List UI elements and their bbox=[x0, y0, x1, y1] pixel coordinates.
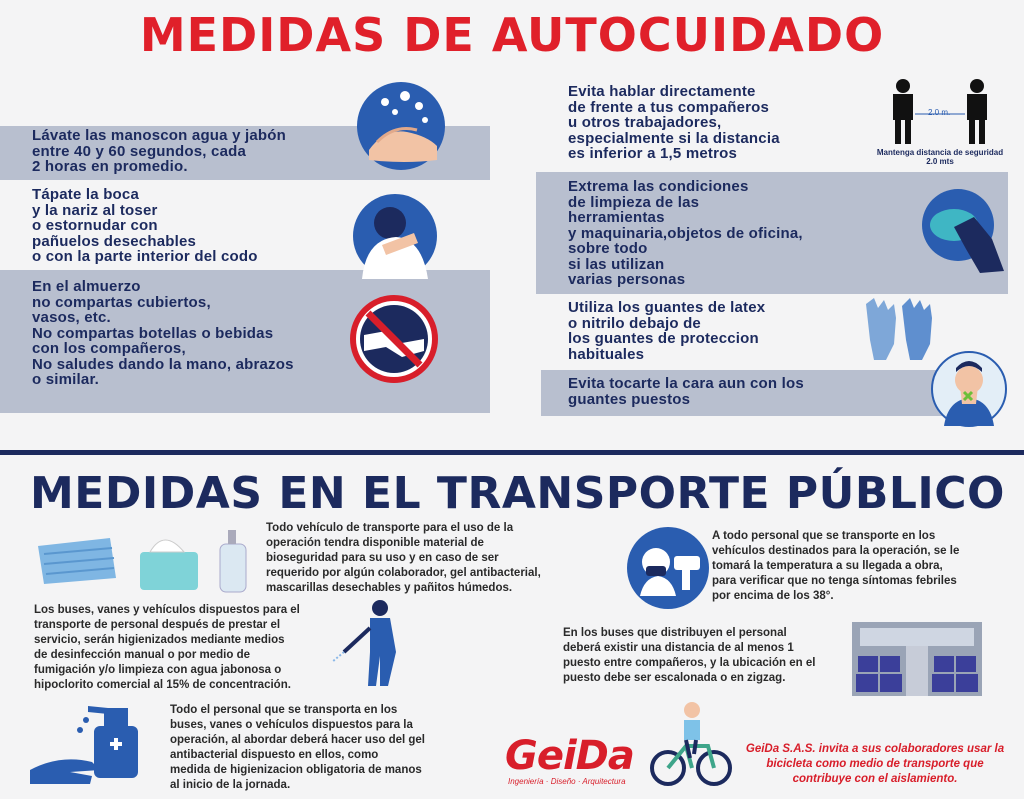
tip-cleaning: Extrema las condiciones de limpieza de las herramientas y maquinaria,objetos de oficina, sobre todo si las utilizan varias personas bbox=[568, 178, 803, 288]
geida-logo: GeiDa bbox=[505, 733, 634, 779]
temperature-check-icon bbox=[626, 526, 710, 610]
tip-face: Evita tocarte la cara aun con los guantes puestos bbox=[568, 375, 804, 408]
fumigation-worker-icon bbox=[330, 598, 416, 690]
distance-caption: Mantenga distancia de seguridad 2.0 mts bbox=[876, 148, 1004, 166]
distance-label: 2.0 m. bbox=[928, 108, 951, 117]
handwash-icon bbox=[355, 80, 447, 172]
transport-temperature-text: A todo personal que se transporte en los vehículos destinados para la operación, se le tomará la temperatura a su llegada a obra, para verificar que no tenga síntomas febriles por encima de los 38°. bbox=[712, 530, 960, 602]
bio-supplies-icon bbox=[34, 524, 256, 594]
geida-tagline: Ingeniería · Diseño · Arquitectura bbox=[508, 777, 626, 786]
tip-lunch: En el almuerzo no compartas cubiertos, vasos, etc. No compartas botellas o bebidas con los compañeros, No saludes dando la mano, abrazos o similar. bbox=[32, 278, 294, 388]
transport-distance-text: En los buses que distribuyen el personal deberá existir una distancia de al menos 1 puesto entre compañeros, y la ubicación en el puesto debe ser escalonada o en zigzag. bbox=[563, 627, 816, 684]
tip-distance: Evita hablar directamente de frente a tus compañeros u otros trabajadores, especialmente si la distancia es inferior a 1,5 metros bbox=[568, 83, 780, 162]
transport-supplies-text: Todo vehículo de transporte para el uso de la operación tendra disponible material de bioseguridad para su uso y en caso de ser requerido por algún colaborador, gel antibacterial, mascarillas desechables y pañitos húmedos. bbox=[266, 522, 541, 594]
tip-cough: Tápate la boca y la nariz al toser o estornudar con pañuelos desechables o con la parte interior del codo bbox=[32, 186, 258, 265]
closing-message: GeiDa S.A.S. invita a sus colaboradores usar la bicicleta como medio de transporte que contribuye con el aislamiento. bbox=[745, 743, 1005, 785]
bus-interior-icon bbox=[852, 622, 982, 696]
section1-title: MEDIDAS DE AUTOCUIDADO bbox=[139, 8, 885, 62]
section2-title: MEDIDAS EN EL TRANSPORTE PÚBLICO bbox=[30, 468, 1005, 519]
tip-handwash: Lávate las manoscon agua y jabón entre 40 y 60 segundos, cada 2 horas en promedio. bbox=[32, 127, 286, 175]
no-handshake-icon bbox=[350, 295, 438, 383]
cleaning-glove-icon bbox=[914, 187, 1006, 273]
cough-icon bbox=[352, 193, 438, 279]
transport-sanitizer-text: Todo el personal que se transporta en los buses, vanes o vehículos dispuestos para la operación, al abordar deberá hacer uso del gel antibacterial dispuesto en ellos, como medida de higienizacion obligatoria de manos al inicio de la jornada. bbox=[170, 704, 425, 791]
tip-gloves: Utiliza los guantes de latex o nitrilo debajo de los guantes de proteccion habituales bbox=[568, 299, 766, 363]
no-face-touch-icon bbox=[930, 350, 1008, 428]
section-divider bbox=[0, 450, 1024, 455]
hand-sanitizer-icon bbox=[30, 696, 158, 788]
bicycle-icon bbox=[650, 700, 732, 788]
transport-fumigation-text: Los buses, vanes y vehículos dispuestos para el transporte de personal después de prestar el servicio, serán higienizados mediante medios de desinfección manual o por medio de fumigación y/o limpieza con agua jabonosa o hipoclorito comercial al 15% de concentración. bbox=[34, 604, 300, 691]
